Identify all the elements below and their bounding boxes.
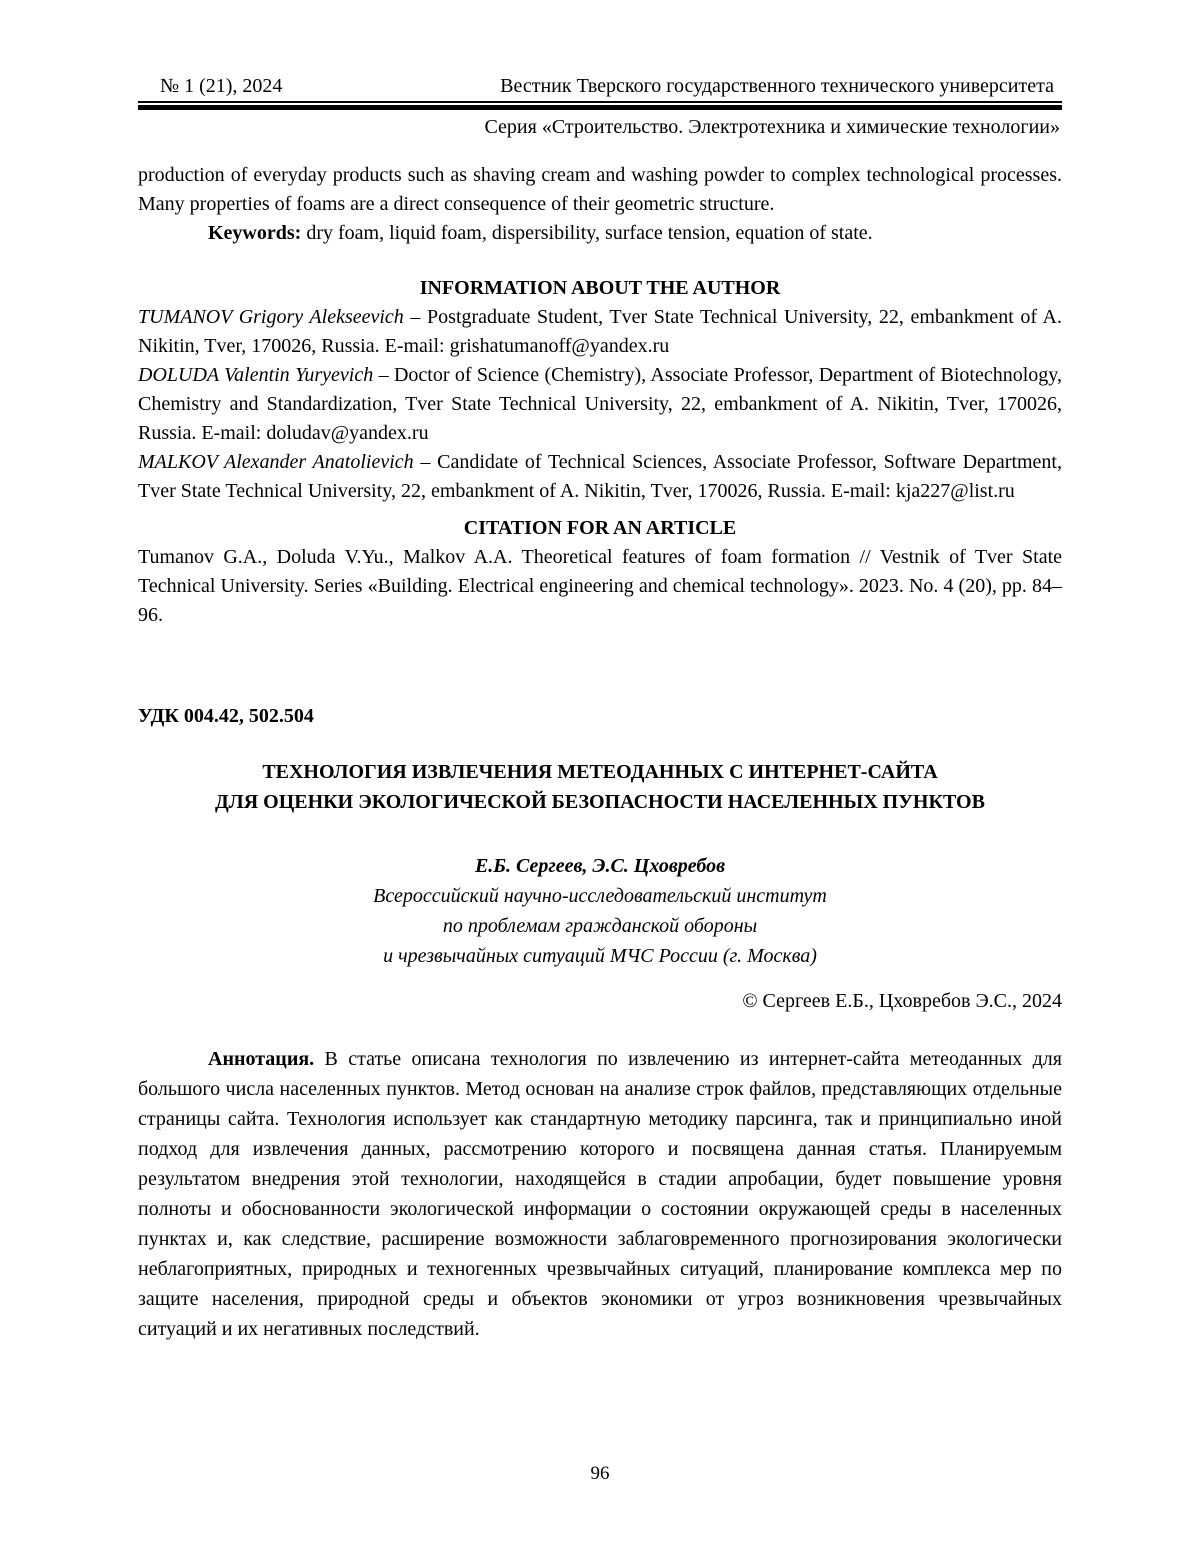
affiliation-line1: Всероссийский научно-исследовательский институт [373,885,827,907]
author-entry-tumanov [138,303,1062,361]
journal-header-line1 [138,74,1062,98]
udc-code: УДК 004.42, 502.504 [138,705,314,727]
author-name-tumanov: TUMANOV Grigory Alekseevich [138,306,404,328]
author-info-heading: INFORMATION ABOUT THE AUTHOR [419,277,781,299]
affiliation-line2: по проблемам гражданской обороны [442,915,758,937]
page-number: 96 [590,1463,610,1484]
keywords-text: dry foam, liquid foam, dispersibility, surface tension, equation of state. [301,222,873,244]
annotation-text: В статье описана технология по извлечению из интернет-сайта метеоданных для большого числа населенных пунктов. Метод основан на анализе строк файлов, представляющих отдельные страницы сайта. Технология использует как стандартную методику парсинга, так и принципиально иной подход для извлечения данных, рассмотрению которого и посвящена данная статья. Планируемым результатом внедрения этой технологии, находящейся в стадии апробации, будет повышение уровня полноты и обоснованности экологической информации о состоянии окружающей среды в населенных пунктах и, как следствие, расширение возможности заблаговременного прогнозирования экологически неблагоприятных, природных и техногенных чрезвычайных ситуаций, планирование комплекса мер по защите населения, природной среды и объектов экономики от угроз возникновения чрезвычайных ситуаций и их негативных последствий. [138,1048,1062,1340]
author-entry-doluda [138,361,1062,448]
abstract-en-paragraph: production of everyday products such as shaving cream and washing powder to complex technological processes. Many properties of foams are a direct consequence of their geometric structure. [138,164,1062,215]
header-rule-thin [138,101,1062,103]
article-affiliation [138,881,1062,971]
author-desc-tumanov: – Postgraduate Student, Tver State Technical University, 22, embankment of A. Nikitin, Tver, 170026, Russia. E-mail: grishatumanoff@yandex.ru [138,306,1062,357]
copyright-line: © Сергеев Е.Б., Цховребов Э.С., 2024 [742,990,1062,1012]
article-authors: Е.Б. Сергеев, Э.С. Цховребов [474,855,726,877]
author-desc-doluda: – Doctor of Science (Chemistry), Associate Professor, Department of Biotechnology, Chemistry and Standardization, Tver State Technical University, 22, embankment of A. Nikitin, Tver, 170026, Russia. E-mail: doludav@yandex.ru [138,364,1062,444]
keywords-label: Keywords: [208,222,302,244]
journal-header [138,74,1062,139]
author-desc-malkov: – Candidate of Technical Sciences, Associate Professor, Software Department, Tver State Technical University, 22, embankment of A. Nikitin, Tver, 170026, Russia. E-mail: kja227@list.ru [138,451,1062,502]
journal-name: Вестник Тверского государственного технического университета [500,75,1054,97]
article-title-line1: ТЕХНОЛОГИЯ ИЗВЛЕЧЕНИЯ МЕТЕОДАННЫХ С ИНТЕРНЕТ-САЙТА [262,761,938,783]
annotation-paragraph [138,1044,1062,1344]
author-entry-malkov [138,448,1062,506]
issue-number: № 1 (21), 2024 [160,75,283,97]
header-rule-thick [138,105,1062,110]
article-title [138,757,1062,817]
author-name-doluda: DOLUDA Valentin Yuryevich [138,364,374,386]
affiliation-line3: и чрезвычайных ситуаций МЧС России (г. Москва) [383,945,817,967]
annotation-label: Аннотация. [208,1048,315,1070]
article-title-line2: ДЛЯ ОЦЕНКИ ЭКОЛОГИЧЕСКОЙ БЕЗОПАСНОСТИ НАСЕЛЕННЫХ ПУНКТОВ [215,791,985,813]
citation-heading: CITATION FOR AN ARTICLE [463,517,737,539]
citation-paragraph: Tumanov G.A., Doluda V.Yu., Malkov A.A. Theoretical features of foam formation // Vestnik of Tver State Technical University. Series «Building. Electrical engineering and chemical technology». 2023. No. 4 (20), pp. 84–96. [138,546,1062,626]
author-name-malkov: MALKOV Alexander Anatolievich [138,451,414,473]
keywords-paragraph [138,219,1062,248]
journal-series: Серия «Строительство. Электротехника и химические технологии» [484,116,1060,138]
